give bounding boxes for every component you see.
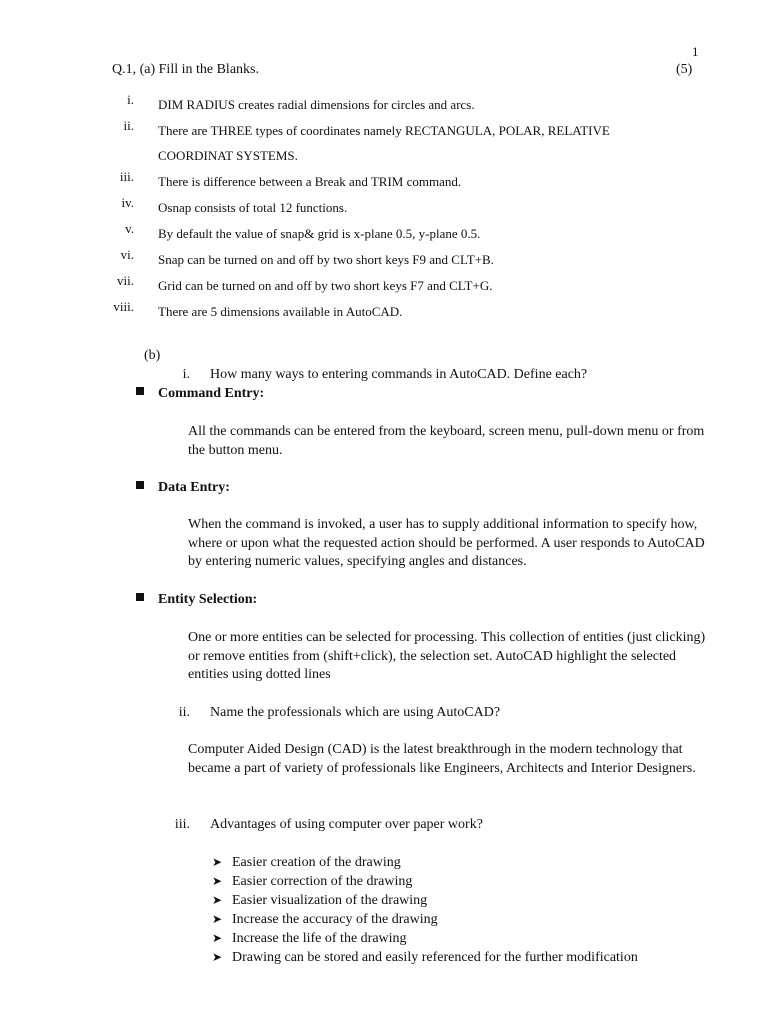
item-text: Easier creation of the drawing bbox=[232, 855, 401, 870]
bullet-heading bbox=[136, 480, 230, 496]
item-number: v. bbox=[125, 221, 134, 236]
sub-question-number: i. bbox=[182, 367, 190, 382]
sub-question-number: ii. bbox=[178, 705, 190, 720]
item-number: vi. bbox=[120, 247, 134, 262]
item-text: Increase the life of the drawing bbox=[232, 931, 407, 946]
paragraph: All the commands can be entered from the keyboard, screen menu, pull-down menu or from the button menu. bbox=[188, 424, 705, 458]
item-text: Osnap consists of total 12 functions. bbox=[158, 200, 348, 215]
list-item bbox=[212, 872, 652, 891]
list-item bbox=[212, 891, 652, 910]
bullet-heading bbox=[136, 386, 264, 402]
item-text: There is difference between a Break and TRIM command. bbox=[158, 174, 462, 189]
square-bullet-icon bbox=[136, 481, 144, 489]
item-text: Increase the accuracy of the drawing bbox=[232, 912, 438, 927]
bullet-heading-text: Entity Selection: bbox=[158, 592, 258, 607]
question-marks: (5) bbox=[676, 62, 693, 77]
item-text: Easier correction of the drawing bbox=[232, 874, 413, 889]
item-text: There are 5 dimensions available in AutoCAD. bbox=[158, 304, 403, 319]
bullet-heading bbox=[136, 592, 257, 608]
list-item bbox=[212, 948, 652, 967]
item-number: vii. bbox=[117, 273, 134, 288]
item-text: There are THREE types of coordinates namely RECTANGULA, POLAR, RELATIVE bbox=[158, 123, 610, 138]
item-number: ii. bbox=[123, 118, 134, 133]
paragraph: When the command is invoked, a user has to supply additional information to specify how, where or upon what the requested action should be performed. A user responds to AutoCAD by entering numeric values, specifying angles and distances. bbox=[188, 517, 705, 569]
sub-question-text: Name the professionals which are using AutoCAD? bbox=[210, 705, 501, 720]
item-text: Grid can be turned on and off by two short keys F7 and CLT+G. bbox=[158, 278, 493, 293]
list-item bbox=[212, 853, 652, 872]
arrow-bullet-icon: ➤ bbox=[212, 912, 223, 926]
page-number: 1 bbox=[692, 44, 699, 59]
item-number: iv. bbox=[121, 195, 134, 210]
sub-question-text: Advantages of using computer over paper work? bbox=[210, 817, 483, 832]
square-bullet-icon bbox=[136, 593, 144, 601]
item-text: COORDINAT SYSTEMS. bbox=[158, 148, 298, 163]
list-item bbox=[212, 910, 652, 929]
item-number: viii. bbox=[113, 299, 134, 314]
arrow-bullet-icon: ➤ bbox=[212, 931, 223, 945]
sub-question-text: How many ways to entering commands in AutoCAD. Define each? bbox=[210, 367, 588, 382]
arrow-bullet-icon: ➤ bbox=[212, 855, 223, 869]
item-text: Snap can be turned on and off by two short keys F9 and CLT+B. bbox=[158, 252, 494, 267]
part-b-label: (b) bbox=[144, 348, 161, 363]
bullet-heading-text: Command Entry: bbox=[158, 386, 265, 401]
square-bullet-icon bbox=[136, 387, 144, 395]
paragraph: Computer Aided Design (CAD) is the latest breakthrough in the modern technology that became a part of variety of professionals like Engineers, Architects and Interior Designers. bbox=[188, 742, 696, 776]
arrow-bullet-icon: ➤ bbox=[212, 950, 223, 964]
item-number: iii. bbox=[119, 169, 134, 184]
item-text: Easier visualization of the drawing bbox=[232, 893, 428, 908]
sub-question-number: iii. bbox=[174, 817, 190, 832]
item-text: By default the value of snap& grid is x-plane 0.5, y-plane 0.5. bbox=[158, 226, 481, 241]
arrow-bullet-icon: ➤ bbox=[212, 874, 223, 888]
item-text: Drawing can be stored and easily referenced for the further modification bbox=[232, 950, 638, 965]
list-item bbox=[212, 929, 652, 948]
arrow-bullet-icon: ➤ bbox=[212, 893, 223, 907]
advantages-list bbox=[212, 853, 652, 967]
question-title: Q.1, (a) Fill in the Blanks. bbox=[112, 62, 259, 77]
bullet-heading-text: Data Entry: bbox=[158, 480, 230, 495]
item-text: DIM RADIUS creates radial dimensions for circles and arcs. bbox=[158, 97, 475, 112]
item-number: i. bbox=[127, 92, 134, 107]
paragraph: One or more entities can be selected for processing. This collection of entities (just clicking) or remove entities from (shift+click), the selection set. AutoCAD highlight the selected entities using dotted lines bbox=[188, 630, 706, 682]
